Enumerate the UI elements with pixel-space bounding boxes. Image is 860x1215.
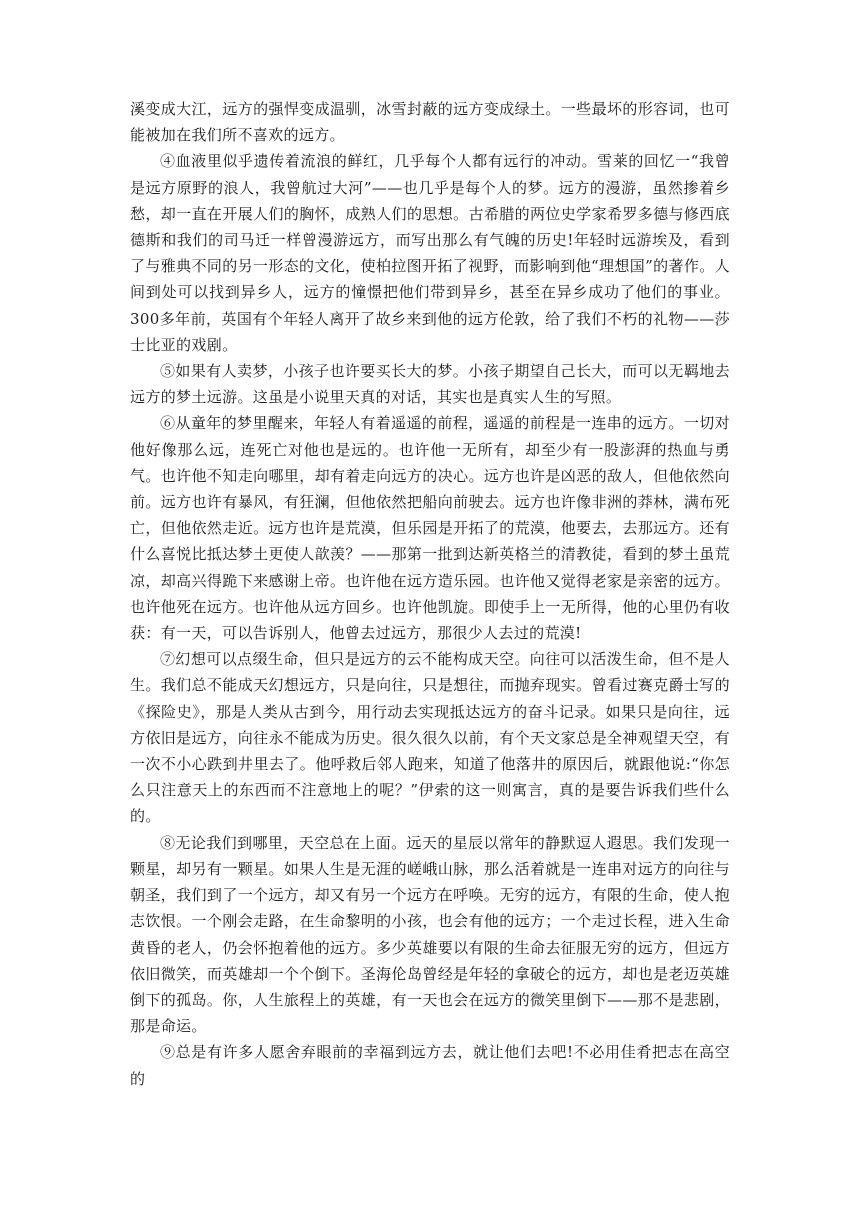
paragraph-5: ⑤如果有人卖梦，小孩子也许要买长大的梦。小孩子期望自己长大，而可以无羁地去远方的梦土远游。这虽是小说里天真的对话，其实也是真实人生的写照。	[130, 362, 730, 407]
paragraph-7: ⑦幻想可以点缀生命，但只是远方的云不能构成天空。向往可以活泼生命，但不是人生。我们总不能成天幻想远方，只是向往，只是想往，而抛弃现实。曾看过赛克爵士写的《探险史》，那是人类从古到今，用行动去实现抵达远方的奋斗记录。如果只是向往，远方依旧是远方，向往永不能成为历史。很久很久以前，有个天文家总是全神观望天空，有一次不小心跌到井里去了。他呼救后邻人跑来，知道了他落井的原因后，就跟他说:“你怎么只注意天上的东西而不注意地上的呢？”伊索的这一则寓言，真的是要告诉我们些什么的。	[130, 650, 730, 826]
paragraph-6: ⑥从童年的梦里醒来，年轻人有着遥遥的前程，遥遥的前程是一连串的远方。一切对他好像那么远，连死亡对他也是远的。也许他一无所有，却至少有一股澎湃的热血与勇气。也许他不知走向哪里，却有着走向远方的决心。远方也许是凶恶的敌人，但他依然向前。远方也许有暴风，有狂澜，但他依然把船向前驶去。远方也许像非洲的莽林，满布死亡，但他依然走近。远方也许是荒漠，但乐园是开拓了的荒漠，他要去，去那远方。还有什么喜悦比抵达梦土更使人歆羡？——那第一批到达新英格兰的清教徒，看到的梦土虽荒凉，却高兴得跪下来感谢上帝。也许他在远方造乐园。也许他又觉得老家是亲密的远方。也许他死在远方。也许他从远方回乡。也许他凯旋。即使手上一无所得，他的心里仍有收获：有一天，可以告诉别人，他曾去过远方，那很少人去过的荒漠!	[130, 414, 730, 643]
paragraph-9: ⑨总是有许多人愿舍弃眼前的幸福到远方去，就让他们去吧!不必用佳肴把志在高空的	[130, 1043, 730, 1088]
paragraph-continuation: 溪变成大江，远方的强悍变成温驯，冰雪封蔽的远方变成绿土。一些最坏的形容词，也可能被加在我们所不喜欢的远方。	[130, 100, 730, 145]
paragraph-4: ④血液里似乎遗传着流浪的鲜红，几乎每个人都有远行的冲动。雪莱的回忆一“我曾是远方原野的浪人，我曾航过大河”——也几乎是每个人的梦。远方的漫游，虽然掺着乡愁，却一直在开展人们的胸怀，成熟人们的思想。古希腊的两位史学家希罗多德与修西底德斯和我们的司马迁一样曾漫游远方，而写出那么有气魄的历史!年轻时远游埃及，看到了与雅典不同的另一形态的文化，使柏拉图开拓了视野，而影响到他“理想国”的著作。人间到处可以找到异乡人，远方的憧憬把他们带到异乡，甚至在异乡成功了他们的事业。300多年前，英国有个年轻人离开了故乡来到他的远方伦敦，给了我们不朽的礼物——莎士比亚的戏剧。	[130, 152, 730, 354]
document-page	[130, 96, 730, 1092]
paragraph-8: ⑧无论我们到哪里，天空总在上面。远天的星辰以常年的静默逗人遐思。我们发现一颗星，却另有一颗星。如果人生是无涯的嵯峨山脉，那么活着就是一连串对远方的向往与朝圣，我们到了一个远方，却又有另一个远方在呼唤。无穷的远方，有限的生命，使人抱志饮恨。一个刚会走路，在生命黎明的小孩，也会有他的远方；一个走过长程，进入生命黄昏的老人，仍会怀抱着他的远方。多少英雄要以有限的生命去征服无穷的远方，但远方依旧微笑，而英雄却一个个倒下。圣海伦岛曾经是年轻的拿破仑的远方，却也是老迈英雄倒下的孤岛。你，人生旅程上的英雄，有一天也会在远方的微笑里倒下——那不是悲剧，那是命运。	[130, 833, 730, 1036]
